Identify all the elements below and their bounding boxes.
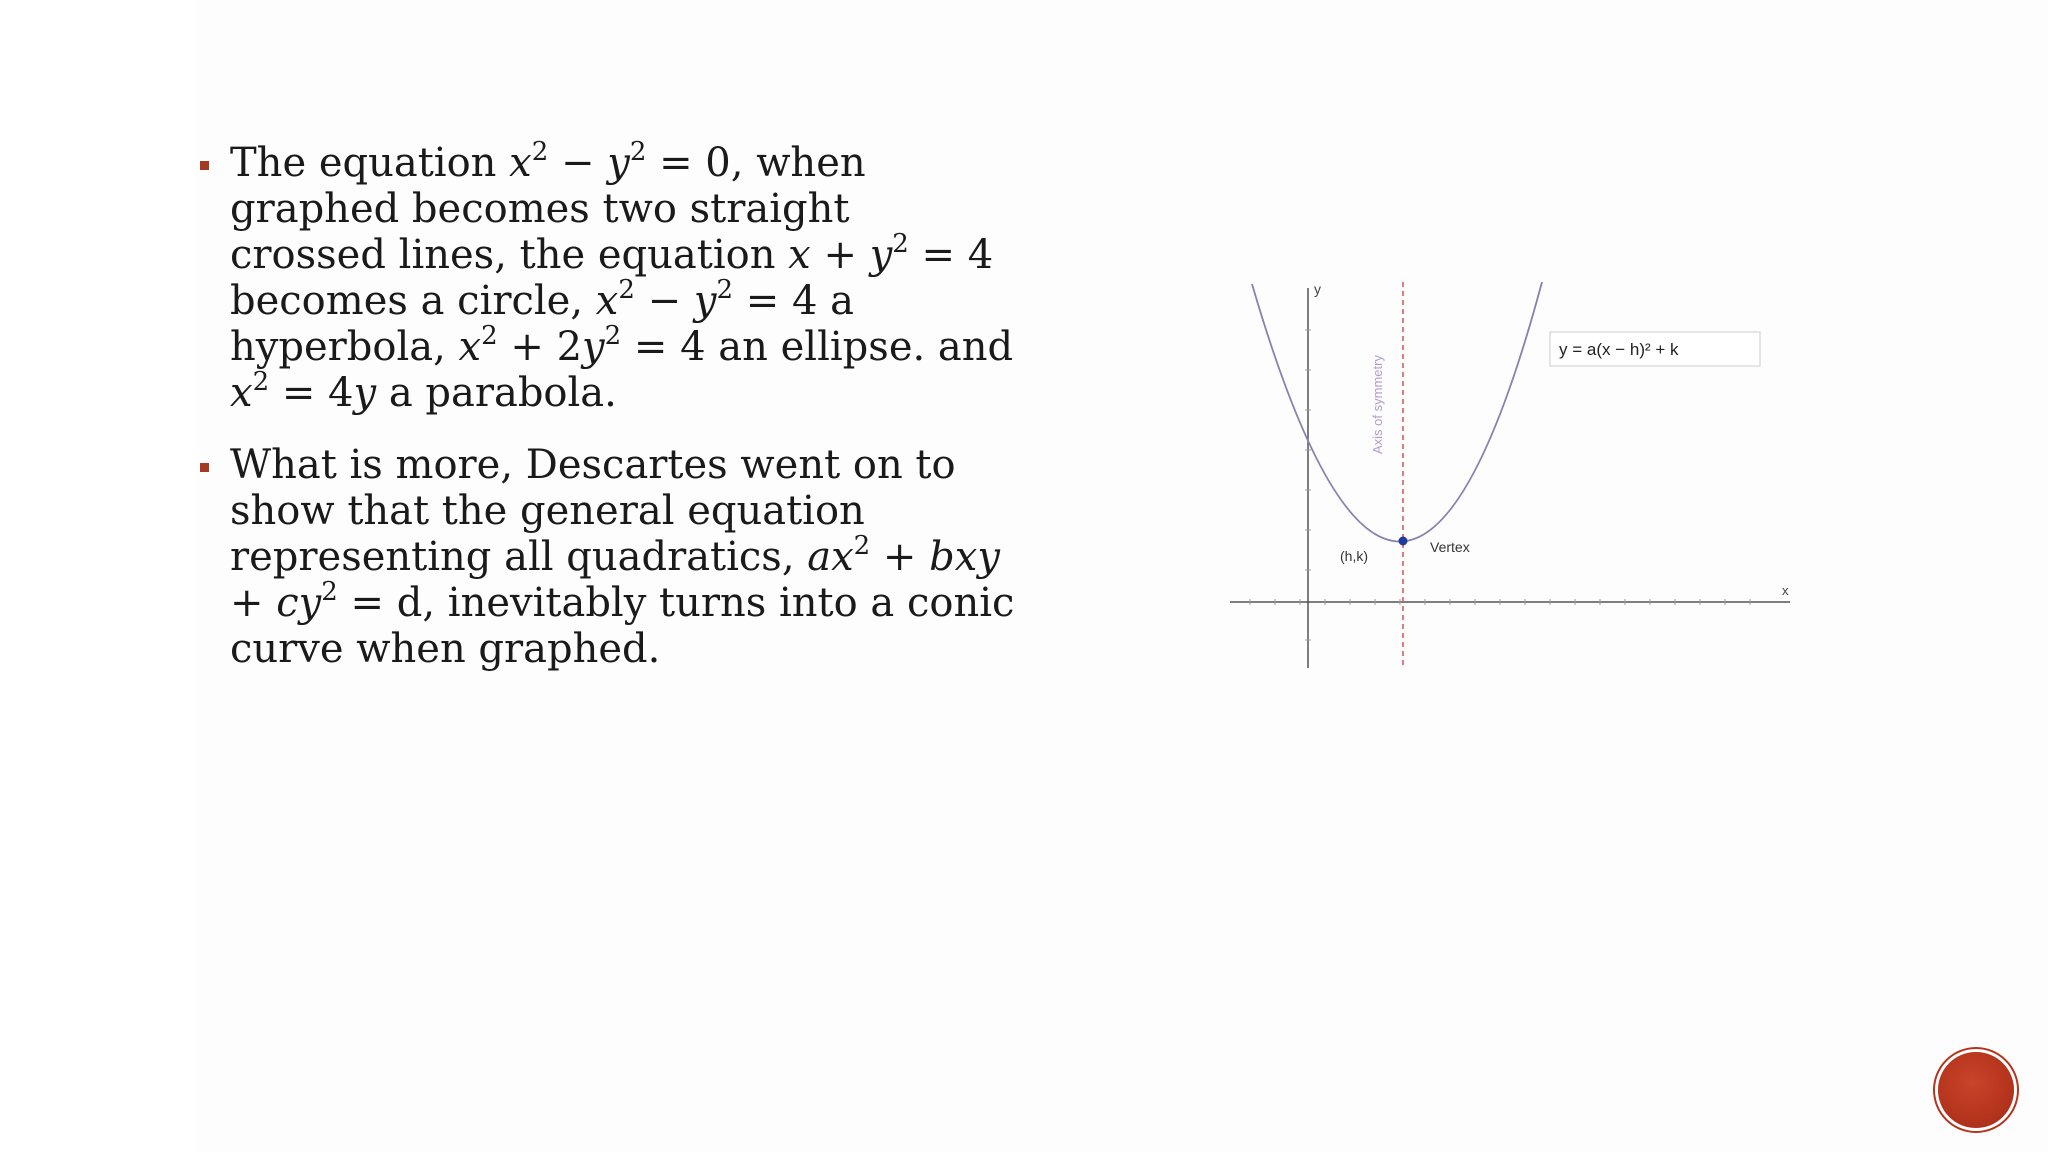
text: becomes a circle, [230, 278, 596, 324]
text: a parabola. [376, 370, 617, 416]
exponent: 2 [252, 367, 270, 397]
math-var: x [788, 232, 811, 278]
vertex-point [1399, 537, 1408, 546]
math-op: = 0 [646, 140, 731, 186]
math-var: x [230, 370, 253, 416]
math-op: = 4 [621, 324, 706, 370]
exponent: 2 [853, 531, 871, 561]
exponent: 2 [716, 275, 733, 305]
exponent: 2 [892, 229, 909, 259]
text: an ellipse. and [705, 324, 1014, 370]
math-var: y [582, 324, 605, 370]
exponent: 2 [531, 137, 549, 167]
math-var: x [458, 324, 482, 370]
parabola-curve [1252, 282, 1542, 542]
math-var: y [869, 232, 893, 278]
bullet-square-icon [200, 463, 209, 472]
math-var: y [607, 140, 630, 186]
math-var: y [693, 278, 717, 324]
math-var: x [509, 140, 532, 186]
text: The equation [230, 140, 510, 186]
text: , inevitably turns into a conic curve when graphed. [230, 580, 1015, 672]
math-term: ax [807, 534, 854, 580]
text: a hyperbola, [230, 278, 854, 370]
math-term: bxy [929, 534, 1000, 580]
exponent: 2 [604, 321, 622, 351]
math-op: + 2 [497, 324, 583, 370]
math-op: + [870, 534, 930, 580]
text: What is more, Descartes went on to show that the general equation representing all quadratics, [230, 442, 956, 580]
exponent: 2 [618, 275, 635, 305]
next-slide-button[interactable] [1938, 1052, 2014, 1128]
math-op: = 4 [269, 370, 354, 416]
exponent: 2 [321, 577, 338, 607]
math-op: = 4 [908, 232, 994, 278]
exponent: 2 [629, 137, 647, 167]
y-axis-label: y [1314, 281, 1321, 297]
math-var: x [595, 278, 619, 324]
vertex-coords-label: (h,k) [1340, 548, 1368, 564]
math-term: cy [276, 580, 322, 626]
x-axis-ticks [1250, 599, 1750, 605]
bullet-list [196, 137, 1016, 698]
math-op: + [810, 232, 870, 278]
math-op: − [548, 140, 608, 186]
axis-of-symmetry-label: Axis of symmetry [1370, 355, 1385, 454]
math-op: = 4 [733, 278, 818, 324]
exponent: 2 [481, 321, 498, 351]
text: , when graphed becomes two straight crossed lines, the equation [230, 140, 866, 278]
bullet-square-icon [200, 161, 209, 170]
bullet-item-2 [196, 442, 1016, 672]
math-op: + [230, 580, 277, 626]
math-var: y [353, 370, 377, 416]
math-op: = d [337, 580, 423, 626]
bullet-item-1 [196, 137, 1016, 416]
formula-text: y = a(x − h)² + k [1559, 340, 1679, 359]
x-axis-label: x [1782, 583, 1789, 598]
math-op: − [634, 278, 694, 324]
parabola-graph [1220, 270, 1800, 670]
vertex-label: Vertex [1430, 539, 1470, 555]
